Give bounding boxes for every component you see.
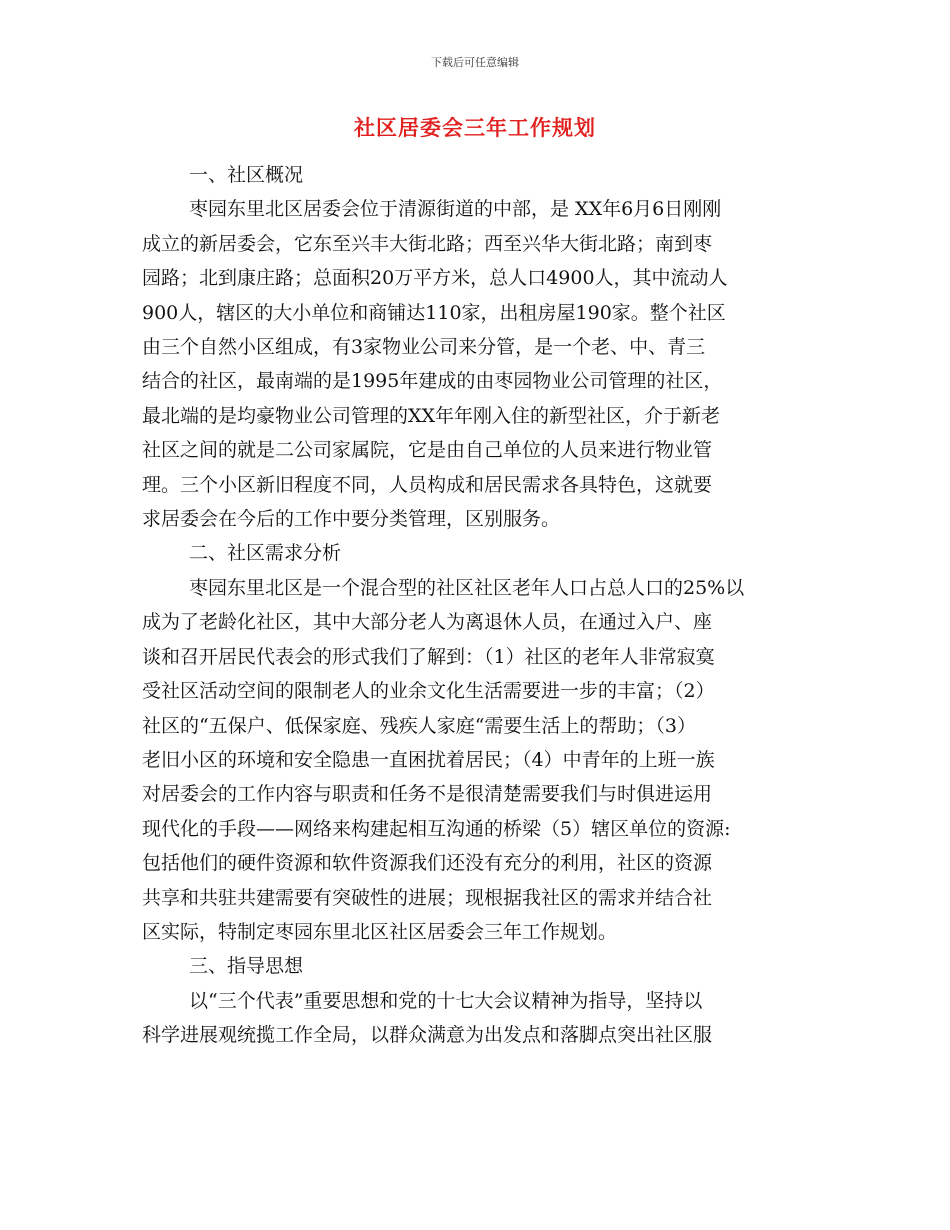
paragraph xyxy=(142,192,802,536)
section-guiding-ideology xyxy=(142,949,802,1052)
text-line: 成立的新居委会，它东至兴丰大街北路；西至兴华大街北路；南到枣 xyxy=(142,232,713,255)
section-overview xyxy=(142,158,802,536)
section-heading: 三、指导思想 xyxy=(189,955,304,978)
text-line: 区实际，特制定枣园东里北区社区居委会三年工作规划。 xyxy=(142,920,618,943)
text-line: 社区的“五保户、低保家庭、残疾人家庭“需要生活上的帮助；（3） xyxy=(142,714,697,737)
text-line: 受社区活动空间的限制老人的业余文化生活需要进一步的丰富；（2） xyxy=(142,680,715,703)
text-line: 枣园东里北区是一个混合型的社区社区老年人口占总人口的25%以 xyxy=(189,576,745,599)
text-line: 成为了老龄化社区，其中大部分老人为离退休人员，在通过入户、座 xyxy=(142,611,713,634)
document-title: 社区居委会三年工作规划 xyxy=(354,115,596,140)
section-needs-analysis xyxy=(142,536,802,949)
text-line: 结合的社区，最南端的是1995年建成的由枣园物业公司管理的社区， xyxy=(142,370,723,393)
section-heading: 二、社区需求分析 xyxy=(189,542,342,565)
text-line: 老旧小区的环境和安全隐患一直困扰着居民；（4）中青年的上班一族 xyxy=(142,748,715,771)
text-line: 现代化的手段——网络来构建起相互沟通的桥梁（5）辖区单位的资源: xyxy=(142,817,731,840)
page-header: 下载后可任意编辑 xyxy=(431,56,519,69)
section-heading: 一、社区概况 xyxy=(189,164,304,186)
document-body xyxy=(142,158,802,1053)
text-line: 理。三个小区新旧程度不同，人员构成和居民需求各具特色，这就要 xyxy=(142,473,713,496)
text-line: 社区之间的就是二公司家属院，它是由自己单位的人员来进行物业管 xyxy=(142,439,713,462)
text-line: 枣园东里北区居委会位于清源街道的中部，是 XX年6月6日刚刚 xyxy=(189,198,722,221)
text-line: 园路；北到康庄路；总面积20万平方米，总人口4900人，其中流动人 xyxy=(142,267,728,290)
text-line: 900人，辖区的大小单位和商铺达110家，出租房屋190家。整个社区 xyxy=(142,301,726,324)
paragraph xyxy=(142,571,802,949)
paragraph xyxy=(142,984,802,1053)
text-line: 求居委会在今后的工作中要分类管理，区别服务。 xyxy=(142,508,561,531)
text-line: 包括他们的硬件资源和软件资源我们还没有充分的利用，社区的资源 xyxy=(142,852,713,875)
text-line: 由三个自然小区组成，有3家物业公司来分管，是一个老、中、青三 xyxy=(142,336,706,359)
text-line: 以“三个代表”重要思想和党的十七大会议精神为指导，坚持以 xyxy=(189,989,703,1012)
text-line: 科学进展观统揽工作全局，以群众满意为出发点和落脚点突出社区服 xyxy=(142,1024,713,1047)
text-line: 谈和召开居民代表会的形式我们了解到：（1）社区的老年人非常寂寞 xyxy=(142,645,715,668)
text-line: 对居委会的工作内容与职责和任务不是很清楚需要我们与时俱进运用 xyxy=(142,783,713,806)
text-line: 最北端的是均豪物业公司管理的XX年年刚入住的新型社区，介于新老 xyxy=(142,404,721,427)
text-line: 共享和共驻共建需要有突破性的进展；现根据我社区的需求并结合社 xyxy=(142,886,713,909)
